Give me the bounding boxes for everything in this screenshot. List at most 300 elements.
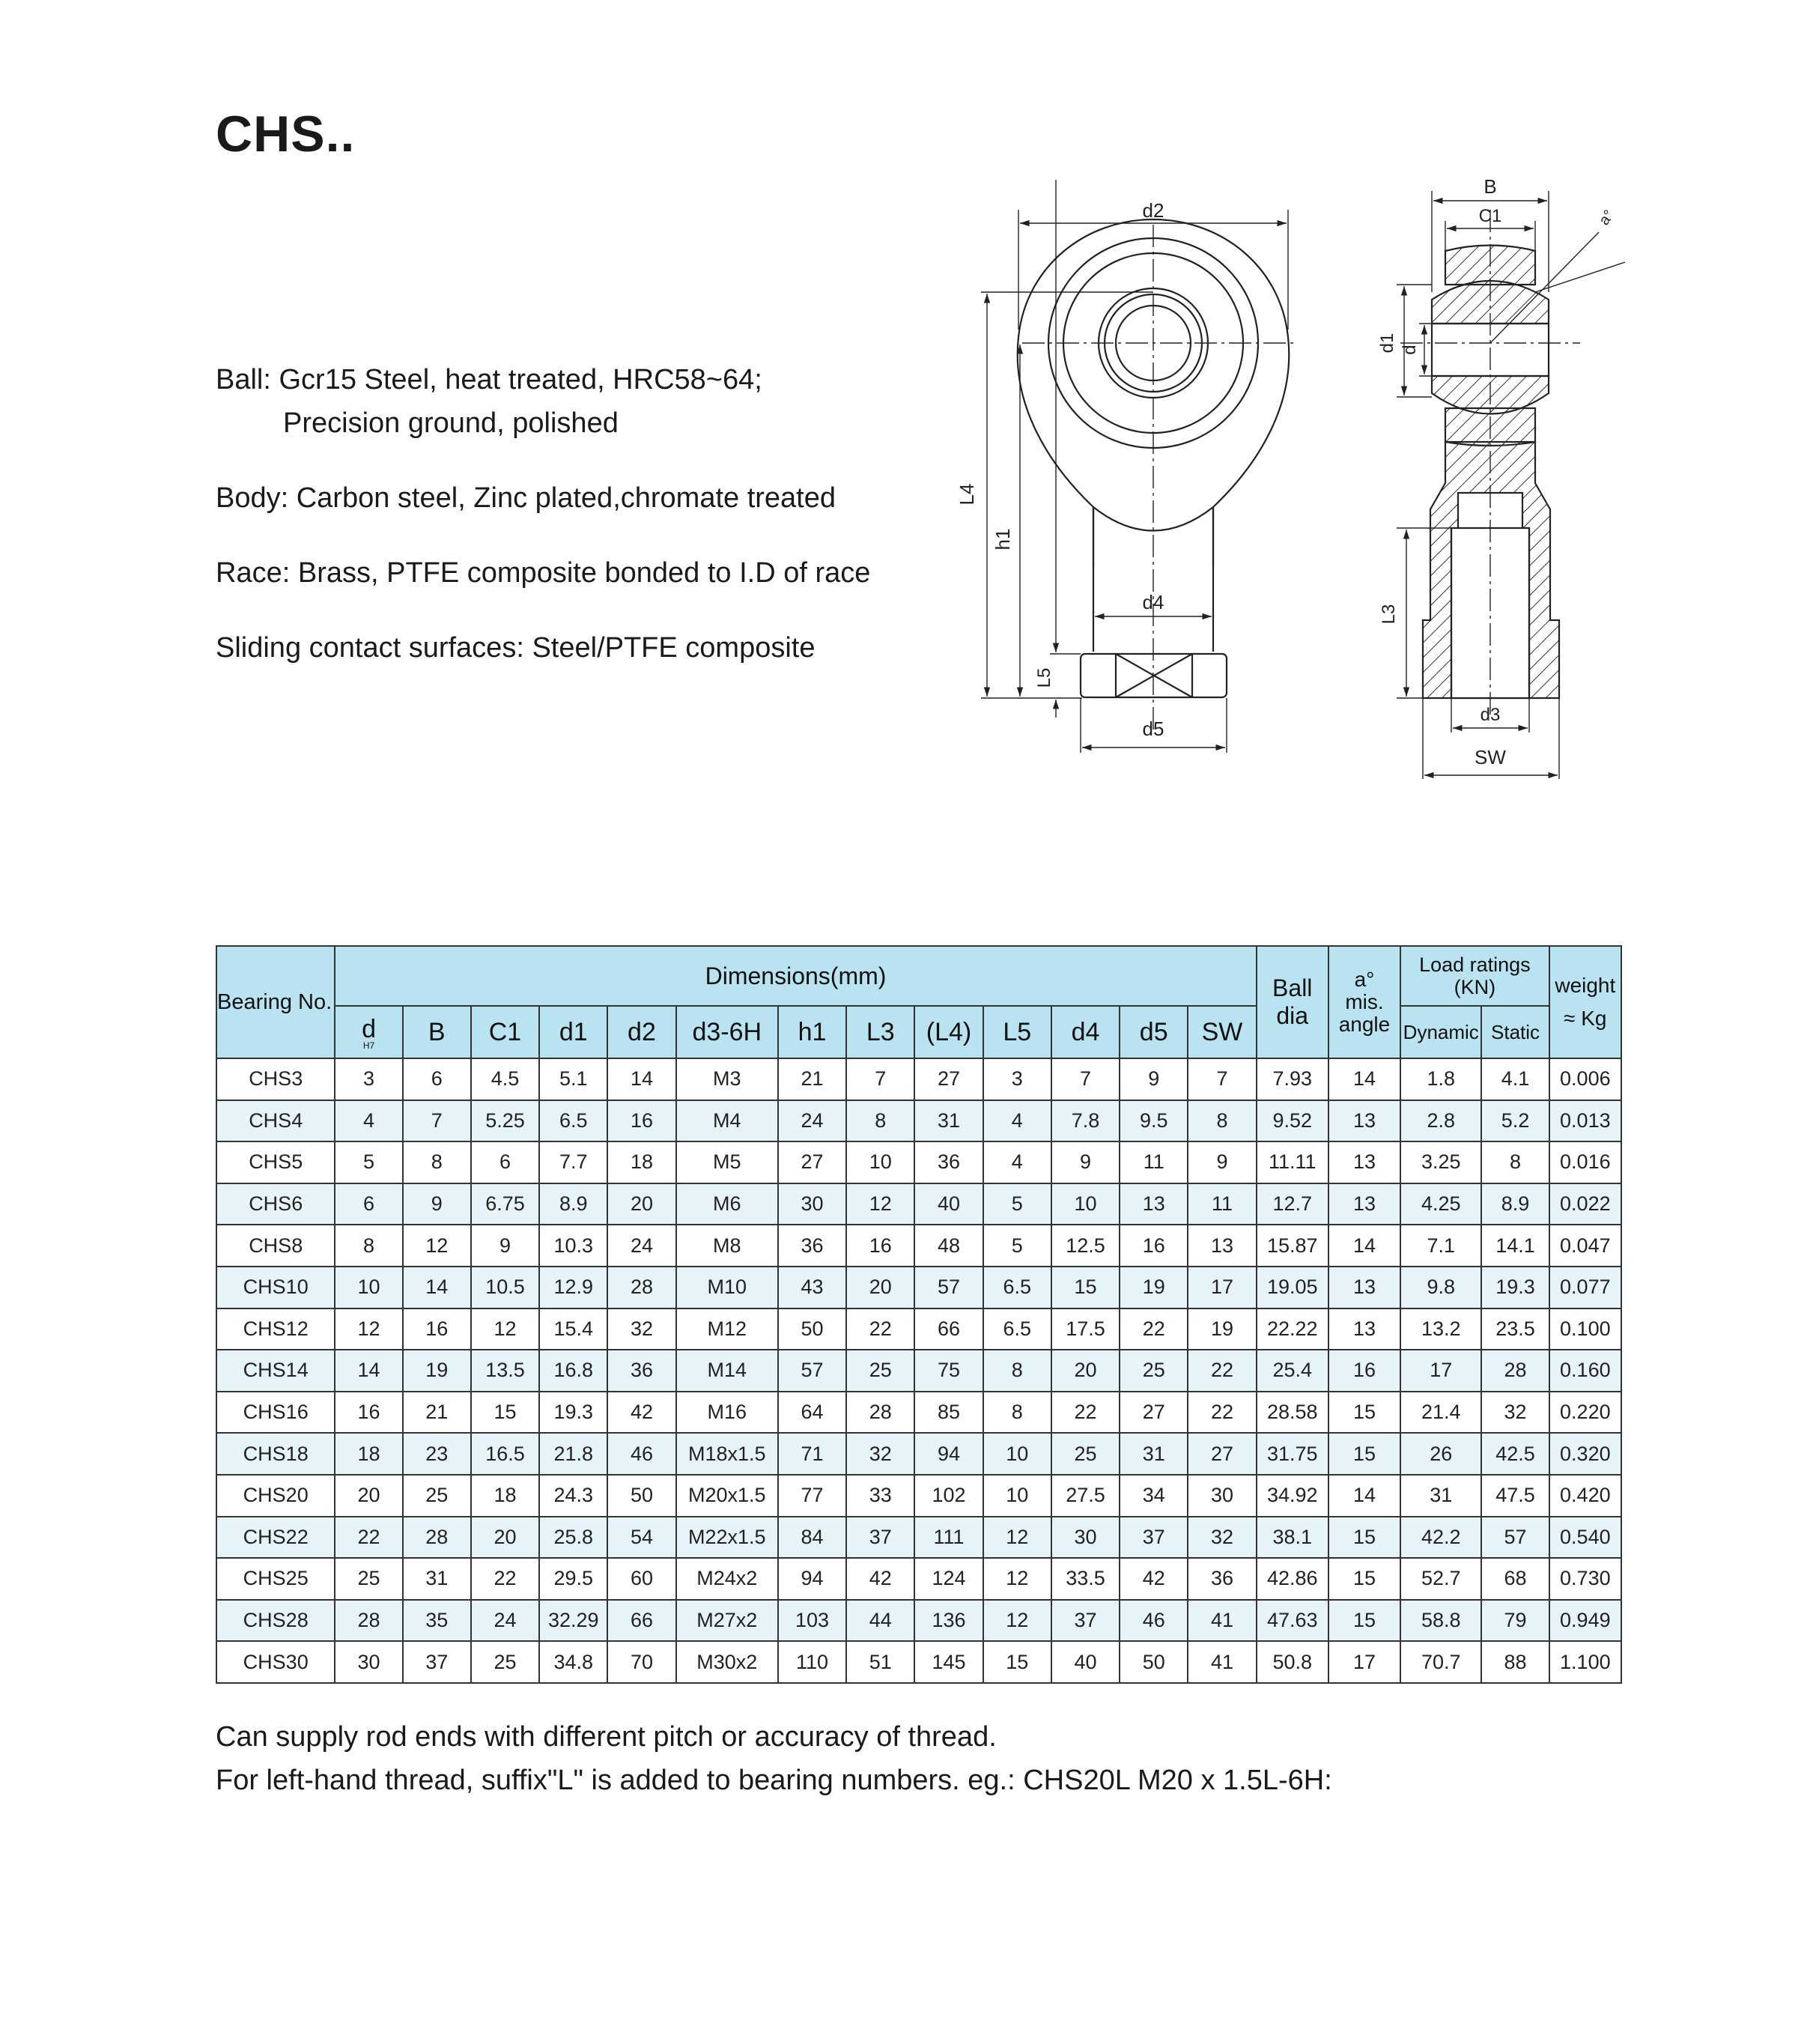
table-cell: M24x2 (676, 1558, 778, 1600)
header-d: d H7 (335, 1006, 402, 1058)
table-cell: 27 (914, 1058, 983, 1100)
table-row (216, 1350, 1621, 1392)
table-cell: 6.75 (471, 1183, 539, 1225)
table-cell: 25.8 (539, 1517, 607, 1559)
header-load-ratings: Load ratings (KN) (1400, 946, 1549, 1006)
table-cell: 31 (1120, 1433, 1188, 1475)
bearing-number-cell: CHS28 (216, 1600, 335, 1642)
table-cell: 12 (846, 1183, 914, 1225)
table-cell: 28 (846, 1392, 914, 1434)
table-cell: 10 (846, 1141, 914, 1183)
table-cell: 13 (1328, 1267, 1400, 1308)
header-weight: weight ≈ Kg (1549, 946, 1621, 1058)
table-body (216, 1058, 1621, 1683)
spec-label: Body: (216, 482, 289, 514)
spec-text: Gcr15 Steel, heat treated, HRC58~64; (279, 364, 762, 395)
table-cell: 8 (1188, 1100, 1256, 1142)
table-cell: 22 (1120, 1308, 1188, 1350)
header-dimensions: Dimensions(mm) (335, 946, 1256, 1006)
table-cell: 51 (846, 1641, 914, 1683)
spec-text: Steel/PTFE composite (532, 632, 816, 664)
bearing-number-cell: CHS4 (216, 1100, 335, 1142)
table-cell: 71 (778, 1433, 846, 1475)
header-d1: d1 (539, 1006, 607, 1058)
header-C1: C1 (471, 1006, 539, 1058)
table-cell: 35 (403, 1600, 471, 1642)
table-row (216, 1225, 1621, 1267)
table-cell: 4.5 (471, 1058, 539, 1100)
header-L5: L5 (983, 1006, 1051, 1058)
table-cell: 16.8 (539, 1350, 607, 1392)
table-row (216, 1558, 1621, 1600)
table-row (216, 1641, 1621, 1683)
label-angle: a° (1596, 207, 1618, 228)
table-row (216, 1183, 1621, 1225)
bearing-number-cell: CHS30 (216, 1641, 335, 1683)
table-cell: 5 (983, 1225, 1051, 1267)
bearing-number-cell: CHS16 (216, 1392, 335, 1434)
table-cell: 6 (471, 1141, 539, 1183)
table-cell: 5.1 (539, 1058, 607, 1100)
table-cell: 84 (778, 1517, 846, 1559)
table-cell: 20 (335, 1475, 402, 1517)
table-cell: M10 (676, 1267, 778, 1308)
table-cell: 0.047 (1549, 1225, 1621, 1267)
table-cell: 5 (335, 1141, 402, 1183)
table-cell: 12.5 (1051, 1225, 1120, 1267)
table-cell: 11.11 (1257, 1141, 1328, 1183)
bearing-number-cell: CHS3 (216, 1058, 335, 1100)
table-cell: 28 (403, 1517, 471, 1559)
table-cell: 48 (914, 1225, 983, 1267)
table-cell: 40 (914, 1183, 983, 1225)
table-cell: 0.013 (1549, 1100, 1621, 1142)
table-cell: M20x1.5 (676, 1475, 778, 1517)
table-cell: 8.9 (1481, 1183, 1549, 1225)
table-cell: 9 (471, 1225, 539, 1267)
table-cell: 21.8 (539, 1433, 607, 1475)
table-cell: 16 (607, 1100, 675, 1142)
table-cell: 14 (607, 1058, 675, 1100)
table-cell: 57 (1481, 1517, 1549, 1559)
table-cell: 25 (403, 1475, 471, 1517)
table-cell: 10 (1051, 1183, 1120, 1225)
table-cell: 9 (1051, 1141, 1120, 1183)
table-cell: 6 (335, 1183, 402, 1225)
table-cell: 23 (403, 1433, 471, 1475)
table-cell: 28 (607, 1267, 675, 1308)
table-cell: 40 (1051, 1641, 1120, 1683)
table-cell: 42.2 (1400, 1517, 1481, 1559)
table-cell: 13.5 (471, 1350, 539, 1392)
label-d2: d2 (1142, 199, 1164, 222)
table-cell: M6 (676, 1183, 778, 1225)
header-d4: d4 (1051, 1006, 1120, 1058)
table-cell: 20 (471, 1517, 539, 1559)
table-cell: 4.25 (1400, 1183, 1481, 1225)
table-cell: 25 (335, 1558, 402, 1600)
table-cell: 64 (778, 1392, 846, 1434)
bearing-number-cell: CHS5 (216, 1141, 335, 1183)
table-cell: 32 (1188, 1517, 1256, 1559)
table-cell: 9 (1188, 1141, 1256, 1183)
table-cell: 7.1 (1400, 1225, 1481, 1267)
page-title: CHS.. (216, 106, 356, 163)
table-cell: 7.93 (1257, 1058, 1328, 1100)
table-cell: 6.5 (539, 1100, 607, 1142)
spec-ball (216, 358, 870, 401)
table-cell: 13 (1328, 1100, 1400, 1142)
table-cell: 29.5 (539, 1558, 607, 1600)
table-row (216, 1100, 1621, 1142)
label-L5: L5 (1034, 667, 1054, 688)
note-left-hand-thread: For left-hand thread, suffix"L" is added to bearing numbers. eg.: CHS20L M20 x 1.5L-6H: (216, 1765, 1332, 1796)
table-cell: 10 (983, 1433, 1051, 1475)
table-cell: M16 (676, 1392, 778, 1434)
table-cell: 21 (778, 1058, 846, 1100)
table-cell: 12 (983, 1517, 1051, 1559)
header-L4: (L4) (914, 1006, 983, 1058)
table-cell: 103 (778, 1600, 846, 1642)
table-cell: 66 (914, 1308, 983, 1350)
bearing-number-cell: CHS22 (216, 1517, 335, 1559)
table-cell: M8 (676, 1225, 778, 1267)
spec-ball-continuation: Precision ground, polished (283, 407, 619, 439)
table-cell: M12 (676, 1308, 778, 1350)
table-cell: 25 (1120, 1350, 1188, 1392)
table-cell: 34.8 (539, 1641, 607, 1683)
table-cell: 34.92 (1257, 1475, 1328, 1517)
table-cell: 15 (1051, 1267, 1120, 1308)
table-cell: 42.5 (1481, 1433, 1549, 1475)
table-cell: 17 (1188, 1267, 1256, 1308)
table-cell: 10.3 (539, 1225, 607, 1267)
label-h1: h1 (991, 528, 1014, 551)
table-cell: 22 (335, 1517, 402, 1559)
table-row (216, 1141, 1621, 1183)
table-cell: 136 (914, 1600, 983, 1642)
table-cell: 19 (1120, 1267, 1188, 1308)
table-cell: 15 (1328, 1433, 1400, 1475)
table-cell: 66 (607, 1600, 675, 1642)
table-cell: 42 (607, 1392, 675, 1434)
table-cell: 13.2 (1400, 1308, 1481, 1350)
table-cell: 8 (983, 1392, 1051, 1434)
table-cell: 15 (1328, 1600, 1400, 1642)
table-cell: 47.63 (1257, 1600, 1328, 1642)
table-header-row-2 (216, 1006, 1621, 1058)
table-cell: M3 (676, 1058, 778, 1100)
table-cell: 0.077 (1549, 1267, 1621, 1308)
spec-race (216, 551, 870, 595)
table-cell: 8 (335, 1225, 402, 1267)
table-cell: 18 (335, 1433, 402, 1475)
table-cell: 17 (1400, 1350, 1481, 1392)
table-cell: 0.022 (1549, 1183, 1621, 1225)
table-cell: 21 (403, 1392, 471, 1434)
spec-text: Carbon steel, Zinc plated,chromate treated (296, 482, 836, 514)
table-cell: 20 (846, 1267, 914, 1308)
table-row (216, 1058, 1621, 1100)
table-cell: 25 (471, 1641, 539, 1683)
header-d2: d2 (607, 1006, 675, 1058)
header-ball-dia: Ball dia (1257, 946, 1328, 1058)
table-cell: 1.8 (1400, 1058, 1481, 1100)
table-cell: 0.016 (1549, 1141, 1621, 1183)
table-cell: 60 (607, 1558, 675, 1600)
table-cell: 12.7 (1257, 1183, 1328, 1225)
table-cell: 27 (1120, 1392, 1188, 1434)
table-cell: 14 (1328, 1475, 1400, 1517)
header-d3-6H: d3-6H (676, 1006, 778, 1058)
table-cell: 9.52 (1257, 1100, 1328, 1142)
table-cell: 41 (1188, 1600, 1256, 1642)
table-row (216, 1267, 1621, 1308)
table-cell: 58.8 (1400, 1600, 1481, 1642)
table-cell: 24 (471, 1600, 539, 1642)
section-view (1377, 175, 1625, 779)
label-d3: d3 (1480, 705, 1501, 725)
bearing-number-cell: CHS18 (216, 1433, 335, 1475)
table-cell: 19.05 (1257, 1267, 1328, 1308)
bearing-number-cell: CHS12 (216, 1308, 335, 1350)
table-cell: 20 (607, 1183, 675, 1225)
table-cell: 7 (1051, 1058, 1120, 1100)
table-cell: 28 (1481, 1350, 1549, 1392)
table-cell: 0.100 (1549, 1308, 1621, 1350)
table-cell: M14 (676, 1350, 778, 1392)
table-cell: 8.9 (539, 1183, 607, 1225)
table-cell: 13 (1328, 1141, 1400, 1183)
table-cell: 14 (1328, 1058, 1400, 1100)
table-cell: 8 (1481, 1141, 1549, 1183)
table-cell: 22 (471, 1558, 539, 1600)
table-row (216, 1517, 1621, 1559)
table-cell: 11 (1188, 1183, 1256, 1225)
table-cell: 15 (1328, 1392, 1400, 1434)
table-cell: 0.420 (1549, 1475, 1621, 1517)
table-cell: 54 (607, 1517, 675, 1559)
table-cell: 8 (846, 1100, 914, 1142)
table-cell: 36 (778, 1225, 846, 1267)
table-cell: 14 (335, 1350, 402, 1392)
table-row (216, 1392, 1621, 1434)
table-cell: 27 (1188, 1433, 1256, 1475)
table-cell: 9 (403, 1183, 471, 1225)
table-cell: 14 (1328, 1225, 1400, 1267)
table-cell: 8 (403, 1141, 471, 1183)
table-cell: 12 (335, 1308, 402, 1350)
table-cell: 7 (1188, 1058, 1256, 1100)
label-L3: L3 (1379, 604, 1399, 625)
table-cell: 0.320 (1549, 1433, 1621, 1475)
bearing-number-cell: CHS14 (216, 1350, 335, 1392)
table-cell: 25.4 (1257, 1350, 1328, 1392)
table-cell: 18 (471, 1475, 539, 1517)
label-B: B (1483, 175, 1497, 198)
table-cell: 15.87 (1257, 1225, 1328, 1267)
table-cell: 1.100 (1549, 1641, 1621, 1683)
table-cell: 7.7 (539, 1141, 607, 1183)
dimensions-table (216, 945, 1622, 1684)
table-row (216, 1308, 1621, 1350)
table-cell: 4 (335, 1100, 402, 1142)
table-cell: 0.160 (1549, 1350, 1621, 1392)
table-cell: 6.5 (983, 1308, 1051, 1350)
table-cell: 22 (1188, 1392, 1256, 1434)
table-cell: 88 (1481, 1641, 1549, 1683)
table-cell: 42 (1120, 1558, 1188, 1600)
table-cell: 44 (846, 1600, 914, 1642)
table-cell: M22x1.5 (676, 1517, 778, 1559)
table-cell: 31 (403, 1558, 471, 1600)
spec-body (216, 476, 870, 520)
table-cell: 17 (1328, 1641, 1400, 1683)
table-cell: 13 (1188, 1225, 1256, 1267)
spec-label: Race: (216, 557, 291, 589)
table-cell: 7 (403, 1100, 471, 1142)
table-cell: 9 (1120, 1058, 1188, 1100)
label-d: d (1400, 345, 1420, 355)
table-cell: 50.8 (1257, 1641, 1328, 1683)
table-cell: 24 (607, 1225, 675, 1267)
footnotes (216, 1715, 1332, 1802)
table-cell: 0.949 (1549, 1600, 1621, 1642)
table-cell: 22 (846, 1308, 914, 1350)
table-cell: 15 (1328, 1517, 1400, 1559)
table-cell: 22 (1188, 1350, 1256, 1392)
header-bearing-no: Bearing No. (216, 946, 335, 1058)
header-mis-angle: a° mis. angle (1328, 946, 1400, 1058)
table-cell: 50 (778, 1308, 846, 1350)
header-B: B (403, 1006, 471, 1058)
table-cell: 46 (1120, 1600, 1188, 1642)
table-cell: 0.006 (1549, 1058, 1621, 1100)
table-cell: 77 (778, 1475, 846, 1517)
table-cell: 30 (1051, 1517, 1120, 1559)
table-cell: M27x2 (676, 1600, 778, 1642)
table-cell: 17.5 (1051, 1308, 1120, 1350)
table-cell: 79 (1481, 1600, 1549, 1642)
table-cell: 38.1 (1257, 1517, 1328, 1559)
table-row (216, 1433, 1621, 1475)
table-cell: 15 (1328, 1558, 1400, 1600)
label-SW: SW (1475, 746, 1506, 768)
label-C1: C1 (1478, 206, 1502, 226)
table-cell: 3.25 (1400, 1141, 1481, 1183)
table-cell: 16 (403, 1308, 471, 1350)
header-h1: h1 (778, 1006, 846, 1058)
table-cell: 14.1 (1481, 1225, 1549, 1267)
spec-sliding-surfaces (216, 626, 870, 670)
table-cell: 33.5 (1051, 1558, 1120, 1600)
table-cell: 57 (914, 1267, 983, 1308)
table-cell: 32 (1481, 1392, 1549, 1434)
table-cell: 28 (335, 1600, 402, 1642)
table-cell: 22 (1051, 1392, 1120, 1434)
table-cell: 32.29 (539, 1600, 607, 1642)
table-cell: 10 (335, 1267, 402, 1308)
table-cell: 13 (1328, 1308, 1400, 1350)
table-cell: 16 (1120, 1225, 1188, 1267)
table-row (216, 1600, 1621, 1642)
table-cell: 12 (471, 1308, 539, 1350)
table-cell: 37 (1120, 1517, 1188, 1559)
table-cell: 13 (1328, 1183, 1400, 1225)
table-cell: 2.8 (1400, 1100, 1481, 1142)
header-static: Static (1481, 1006, 1549, 1058)
table-cell: 37 (403, 1641, 471, 1683)
bearing-number-cell: CHS25 (216, 1558, 335, 1600)
table-cell: M4 (676, 1100, 778, 1142)
table-cell: 23.5 (1481, 1308, 1549, 1350)
table-cell: 10.5 (471, 1267, 539, 1308)
table-cell: 31.75 (1257, 1433, 1328, 1475)
table-cell: 4.1 (1481, 1058, 1549, 1100)
table-cell: 5.25 (471, 1100, 539, 1142)
table-cell: 4 (983, 1100, 1051, 1142)
table-cell: 70.7 (1400, 1641, 1481, 1683)
spec-text: Brass, PTFE composite bonded to I.D of race (297, 557, 871, 589)
table-cell: 145 (914, 1641, 983, 1683)
table-cell: 15.4 (539, 1308, 607, 1350)
table-cell: 36 (1188, 1558, 1256, 1600)
table-cell: 94 (778, 1558, 846, 1600)
table-cell: 41 (1188, 1641, 1256, 1683)
table-cell: 102 (914, 1475, 983, 1517)
table-cell: 19 (403, 1350, 471, 1392)
table-cell: 68 (1481, 1558, 1549, 1600)
table-cell: 21.4 (1400, 1392, 1481, 1434)
table-cell: 50 (1120, 1641, 1188, 1683)
table-cell: 15 (471, 1392, 539, 1434)
table-cell: 15 (983, 1641, 1051, 1683)
table-cell: 12 (403, 1225, 471, 1267)
label-d1: d1 (1377, 333, 1397, 354)
table-cell: 36 (914, 1141, 983, 1183)
table-cell: 0.730 (1549, 1558, 1621, 1600)
table-header-row-1 (216, 946, 1621, 1006)
table-row (216, 1475, 1621, 1517)
table-cell: 31 (914, 1100, 983, 1142)
table-cell: 52.7 (1400, 1558, 1481, 1600)
table-cell: 20 (1051, 1350, 1120, 1392)
table-cell: 16 (335, 1392, 402, 1434)
table-cell: 32 (607, 1308, 675, 1350)
note-thread-pitch: Can supply rod ends with different pitch or accuracy of thread. (216, 1721, 997, 1753)
table-cell: 57 (778, 1350, 846, 1392)
table-cell: 33 (846, 1475, 914, 1517)
table-cell: 25 (846, 1350, 914, 1392)
table-cell: 75 (914, 1350, 983, 1392)
table-cell: 42 (846, 1558, 914, 1600)
table-cell: 46 (607, 1433, 675, 1475)
table-cell: 6.5 (983, 1267, 1051, 1308)
table-cell: 18 (607, 1141, 675, 1183)
table-cell: 28.58 (1257, 1392, 1328, 1434)
bearing-number-cell: CHS20 (216, 1475, 335, 1517)
table-cell: M30x2 (676, 1641, 778, 1683)
table-cell: 5.2 (1481, 1100, 1549, 1142)
table-cell: 9.5 (1120, 1100, 1188, 1142)
header-SW: SW (1188, 1006, 1256, 1058)
table-cell: 24 (778, 1100, 846, 1142)
table-cell: 7 (846, 1058, 914, 1100)
table-cell: 19 (1188, 1308, 1256, 1350)
table-cell: 34 (1120, 1475, 1188, 1517)
table-cell: 8 (983, 1350, 1051, 1392)
table-cell: 12.9 (539, 1267, 607, 1308)
